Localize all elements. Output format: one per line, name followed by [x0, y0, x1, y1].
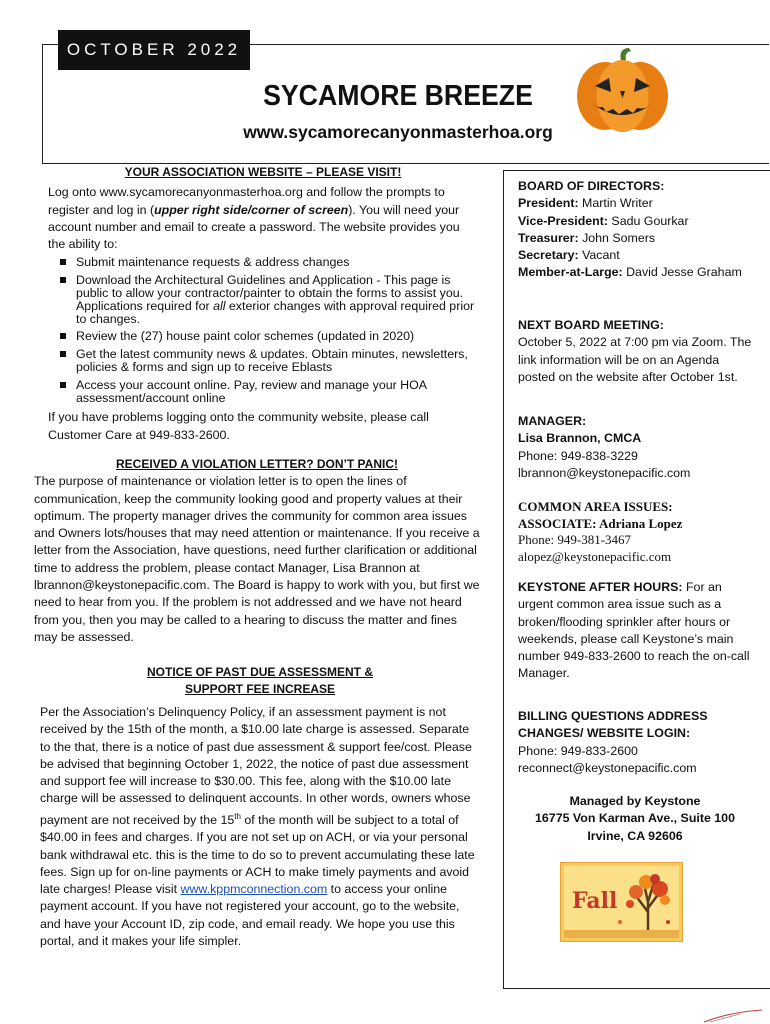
associate-name: ASSOCIATE: Adriana Lopez [518, 515, 683, 531]
past-due-heading-1: NOTICE OF PAST DUE ASSESSMENT & [146, 665, 374, 679]
website-section [48, 164, 478, 444]
common-area-block [518, 499, 758, 565]
violation-heading: RECEIVED A VIOLATION LETTER? DON’T PANIC! [116, 457, 398, 471]
member-at-large-line: Member-at-Large: David Jesse Graham [518, 265, 742, 280]
list-item: Download the Architectural Guidelines and Application - This page is public to allow your contractor/painter to obtain the forms to assist you. Applications required for all exterior changes with approval required prior to changes. [60, 274, 478, 325]
manager-heading: MANAGER: [518, 414, 587, 428]
manager-email[interactable]: lbrannon@keystonepacific.com [518, 465, 691, 480]
meeting-heading: NEXT BOARD MEETING: [518, 318, 664, 332]
meeting-block [518, 317, 758, 386]
president-line: President: Martin Writer [518, 196, 653, 211]
corner-decoration-icon [700, 1008, 770, 1024]
past-due-heading-2: SUPPORT FEE INCREASE [184, 682, 336, 696]
website-features-list [48, 256, 478, 404]
common-area-heading: COMMON AREA ISSUES: [518, 499, 673, 514]
managed-line-1: Managed by Keystone [569, 794, 701, 808]
billing-heading: BILLING QUESTIONS ADDRESS CHANGES/ WEBSITE LOGIN: [518, 709, 708, 741]
treasurer-line: Treasurer: John Somers [518, 230, 656, 245]
kppm-link[interactable]: www.kppmconnection.com [180, 882, 328, 897]
list-item: Review the (27) house paint color schemes (updated in 2020) [60, 330, 478, 343]
billing-block [518, 708, 758, 777]
after-hours-text: KEYSTONE AFTER HOURS: For an urgent common area issue such as a broken/flooding sprinkler after hours or weekends, please call Keystone’s main number 949-833-2600 to reach the on-call Manager. [518, 580, 750, 681]
associate-phone: Phone: 949-381-3467 [518, 532, 632, 547]
past-due-section [40, 664, 480, 950]
manager-name: Lisa Brannon, CMCA [518, 431, 642, 446]
newsletter-title: SYCAMORE BREEZE [263, 80, 533, 112]
list-item: Submit maintenance requests & address changes [60, 256, 478, 269]
billing-phone: Phone: 949-833-2600 [518, 743, 638, 758]
board-block [518, 178, 758, 282]
associate-email[interactable]: alopez@keystonepacific.com [518, 548, 672, 564]
pumpkin-icon [575, 46, 670, 134]
violation-section [34, 456, 480, 646]
website-outro: If you have problems logging onto the community website, please call Customer Care at 949-833-2600. [48, 410, 429, 442]
website-intro: Log onto www.sycamorecanyonmasterhoa.org and follow the prompts to register and log in (upper right side/corner of screen). You will need your account number and email to create a password. The website provides you the ability to: [48, 185, 460, 252]
board-heading: BOARD OF DIRECTORS: [518, 179, 665, 193]
managed-by-block [510, 793, 760, 845]
fall-illustration [560, 862, 683, 942]
after-hours-block [518, 579, 758, 683]
past-due-body: Per the Association’s Delinquency Policy, if an assessment payment is not received by the 15th of the month, a $10.00 late charge is assessed. Separate to the that, there is a notice of past due assessment & support fee/cost. Please be advised that beginning October 1, 2022, the notice of past due assessment and support fee will increase to $30.00. This fee, along with the $10.00 late charge will be assessed to delinquent accounts. In other words, owners whose payment are not received by the 15th of the month will be subject to a total of $40.00 in fees and charges. If you are not set up on ACH, or via your personal bank withdrawal etc. this is the time to do so to prevent accumulating these late fees. Sign up for on-line payments or ACH to make timely payments and avoid late charges! Please visit www.kppmconnection.com to access your online payment account. If you have not registered your account, go to the website, and have your Account ID, zip code, and email ready. We hope you use this portal, and it makes your life simpler. [40, 705, 475, 948]
header-url[interactable]: www.sycamorecanyonmasterhoa.org [243, 122, 553, 142]
managed-line-3: Irvine, CA 92606 [587, 828, 683, 843]
secretary-line: Secretary: Vacant [518, 248, 620, 263]
violation-body: The purpose of maintenance or violation letter is to open the lines of communication, keep the community looking good and property values at their optimum. The property manager drives the community for common area issues and Owners lots/houses that may need attention or maintenance. If you receive a letter from the Association, have questions, need further clarification or additional time to address the problem, please contact Manager, Lisa Brannon at lbrannon@keystonepacific.com. The Board is happy to work with you, but first we need to hear from you. If the problem is not addressed and we have not heard from you, then you may be called to a hearing to discuss the matter and fines may be assessed. [34, 474, 480, 644]
billing-email[interactable]: reconnect@keystonepacific.com [518, 760, 697, 775]
managed-line-2: 16775 Von Karman Ave., Suite 100 [535, 811, 735, 826]
list-item: Access your account online. Pay, review and manage your HOA assessment/account online [60, 379, 478, 405]
fall-word: Fall [572, 888, 618, 914]
meeting-body: October 5, 2022 at 7:00 pm via Zoom. The link information will be on an Agenda posted on the website after October 1st. [518, 335, 752, 384]
website-heading: YOUR ASSOCIATION WEBSITE – PLEASE VISIT! [124, 165, 402, 179]
manager-block [518, 413, 758, 482]
issue-month-banner: OCTOBER 2022 [58, 30, 250, 70]
list-item: Get the latest community news & updates. Obtain minutes, newsletters, policies & forms and sign up to receive Eblasts [60, 348, 478, 374]
manager-phone: Phone: 949-838-3229 [518, 448, 638, 463]
vp-line: Vice-President: Sadu Gourkar [518, 213, 689, 228]
